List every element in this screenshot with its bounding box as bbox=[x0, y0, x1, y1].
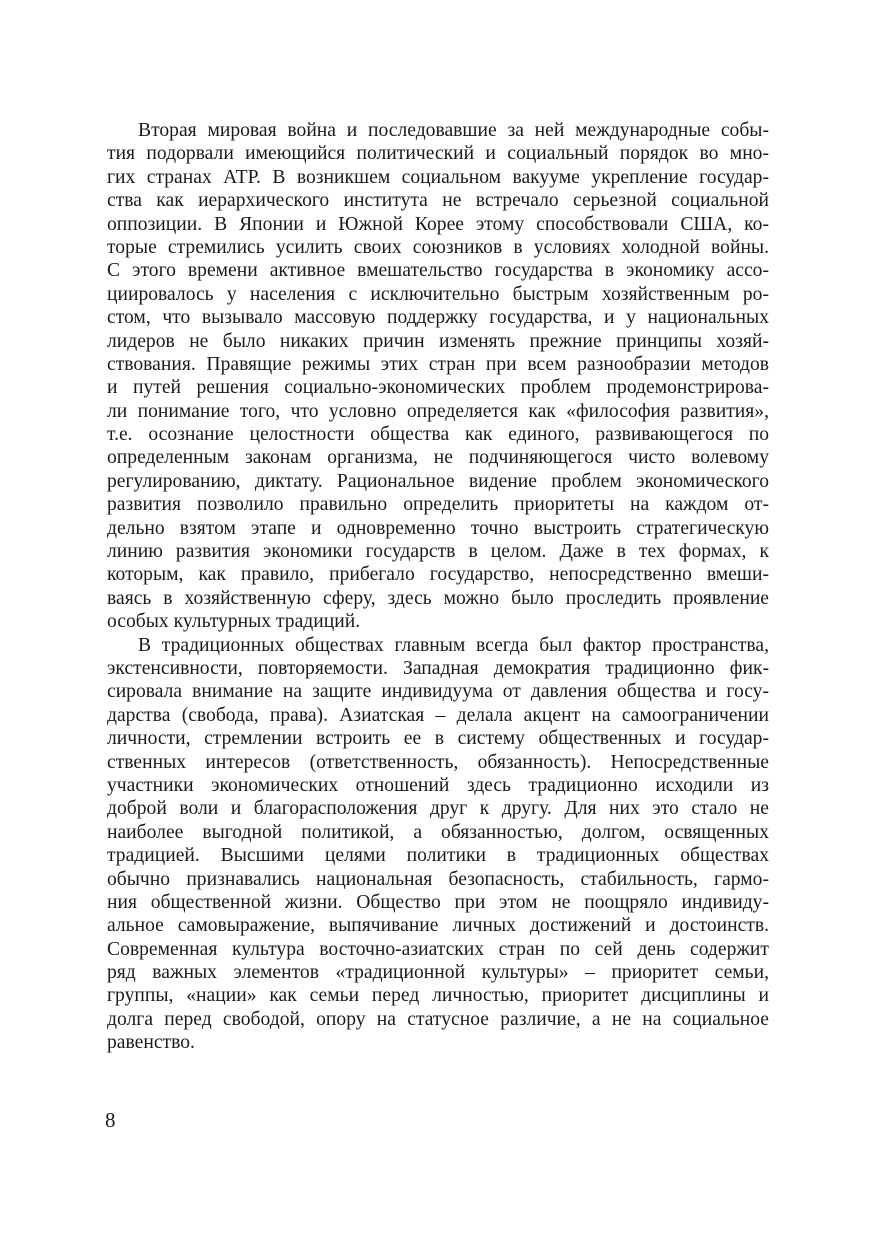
text-line: С этого времени активное вмешательство государства в экономику ассо- bbox=[107, 260, 769, 282]
text-line: тия подорвали имеющийся политический и социальный порядок во мно- bbox=[107, 143, 769, 165]
text-line: обычно признавались национальная безопасность, стабильность, гармо- bbox=[107, 868, 769, 890]
text-line: ствования. Правящие режимы этих стран при всем разнообразии методов bbox=[107, 353, 769, 375]
text-line: Вторая мировая война и последовавшие за ней международные собы- bbox=[138, 120, 769, 141]
text-line: циировалось у населения с исключительно быстрым хозяйственным ро- bbox=[107, 283, 769, 305]
paragraph-1 bbox=[107, 119, 769, 634]
text-line: которым, как правило, прибегало государство, непосредственно вмеши- bbox=[107, 564, 769, 586]
page-number: 8 bbox=[105, 1108, 116, 1132]
text-line: В традиционных обществах главным всегда был фактор пространства, bbox=[138, 634, 769, 656]
text-line: определенным законам организма, не подчиняющегося чисто волевому bbox=[107, 447, 769, 469]
text-line: т.е. осознание целостности общества как единого, развивающегося по bbox=[107, 424, 769, 446]
text-line: развития позволило правильно определить приоритеты на каждом от- bbox=[107, 494, 769, 516]
text-line: наиболее выгодной политикой, а обязанностью, долгом, освященных bbox=[107, 821, 769, 843]
text-line: оппозиции. В Японии и Южной Корее этому способствовали США, ко- bbox=[107, 213, 769, 235]
text-line: ства как иерархического института не встречало серьезной социальной bbox=[107, 190, 769, 212]
text-line: экстенсивности, повторяемости. Западная демократия традиционно фик- bbox=[107, 657, 769, 679]
text-line: ния общественной жизни. Общество при этом не поощряло индивиду- bbox=[107, 891, 769, 913]
text-line: дарства (свобода, права). Азиатская – делала акцент на самоограничении bbox=[107, 704, 769, 726]
text-line: ряд важных элементов «традиционной культуры» – приоритет семьи, bbox=[107, 962, 769, 984]
text-line: долга перед свободой, опору на статусное различие, а не на социальное bbox=[107, 1008, 769, 1030]
text-line: участники экономических отношений здесь традиционно исходили из bbox=[107, 774, 769, 796]
text-line: сировала внимание на защите индивидуума от давления общества и госу- bbox=[107, 681, 769, 703]
text-line: торые стремились усилить своих союзников в условиях холодной войны. bbox=[107, 236, 769, 258]
text-line: доброй воли и благорасположения друг к другу. Для них это стало не bbox=[107, 798, 769, 820]
text-line: группы, «нации» как семьи перед личностью, приоритет дисциплины и bbox=[107, 985, 769, 1007]
text-line: ваясь в хозяйственную сферу, здесь можно было проследить проявление bbox=[107, 587, 769, 609]
text-line: стом, что вызывало массовую поддержку государства, и у национальных bbox=[107, 307, 769, 329]
page-body bbox=[107, 119, 769, 1055]
text-line: ли понимание того, что условно определяется как «философия развития», bbox=[107, 400, 769, 422]
text-line: и путей решения социально-экономических проблем продемонстрирова- bbox=[107, 377, 769, 399]
text-line: альное самовыражение, выпячивание личных достижений и достоинств. bbox=[107, 915, 769, 937]
text-line: личности, стремлении встроить ее в систему общественных и государ- bbox=[107, 728, 769, 750]
text-line: линию развития экономики государств в целом. Даже в тех формах, к bbox=[107, 541, 769, 563]
text-line: равенство. bbox=[107, 1032, 195, 1054]
text-line: регулированию, диктату. Рациональное видение проблем экономического bbox=[107, 470, 769, 492]
text-line: гих странах АТР. В возникшем социальном вакууме укрепление государ- bbox=[107, 166, 769, 188]
text-line: ственных интересов (ответственность, обязанность). Непосредственные bbox=[107, 751, 769, 773]
text-line: дельно взятом этапе и одновременно точно выстроить стратегическую bbox=[107, 517, 769, 539]
text-line: особых культурных традиций. bbox=[107, 611, 361, 633]
paragraph-2 bbox=[107, 634, 769, 1055]
text-line: лидеров не было никаких причин изменять прежние принципы хозяй- bbox=[107, 330, 769, 352]
text-line: традицией. Высшими целями политики в традиционных обществах bbox=[107, 845, 769, 867]
text-line: Современная культура восточно-азиатских стран по сей день содержит bbox=[107, 938, 769, 960]
